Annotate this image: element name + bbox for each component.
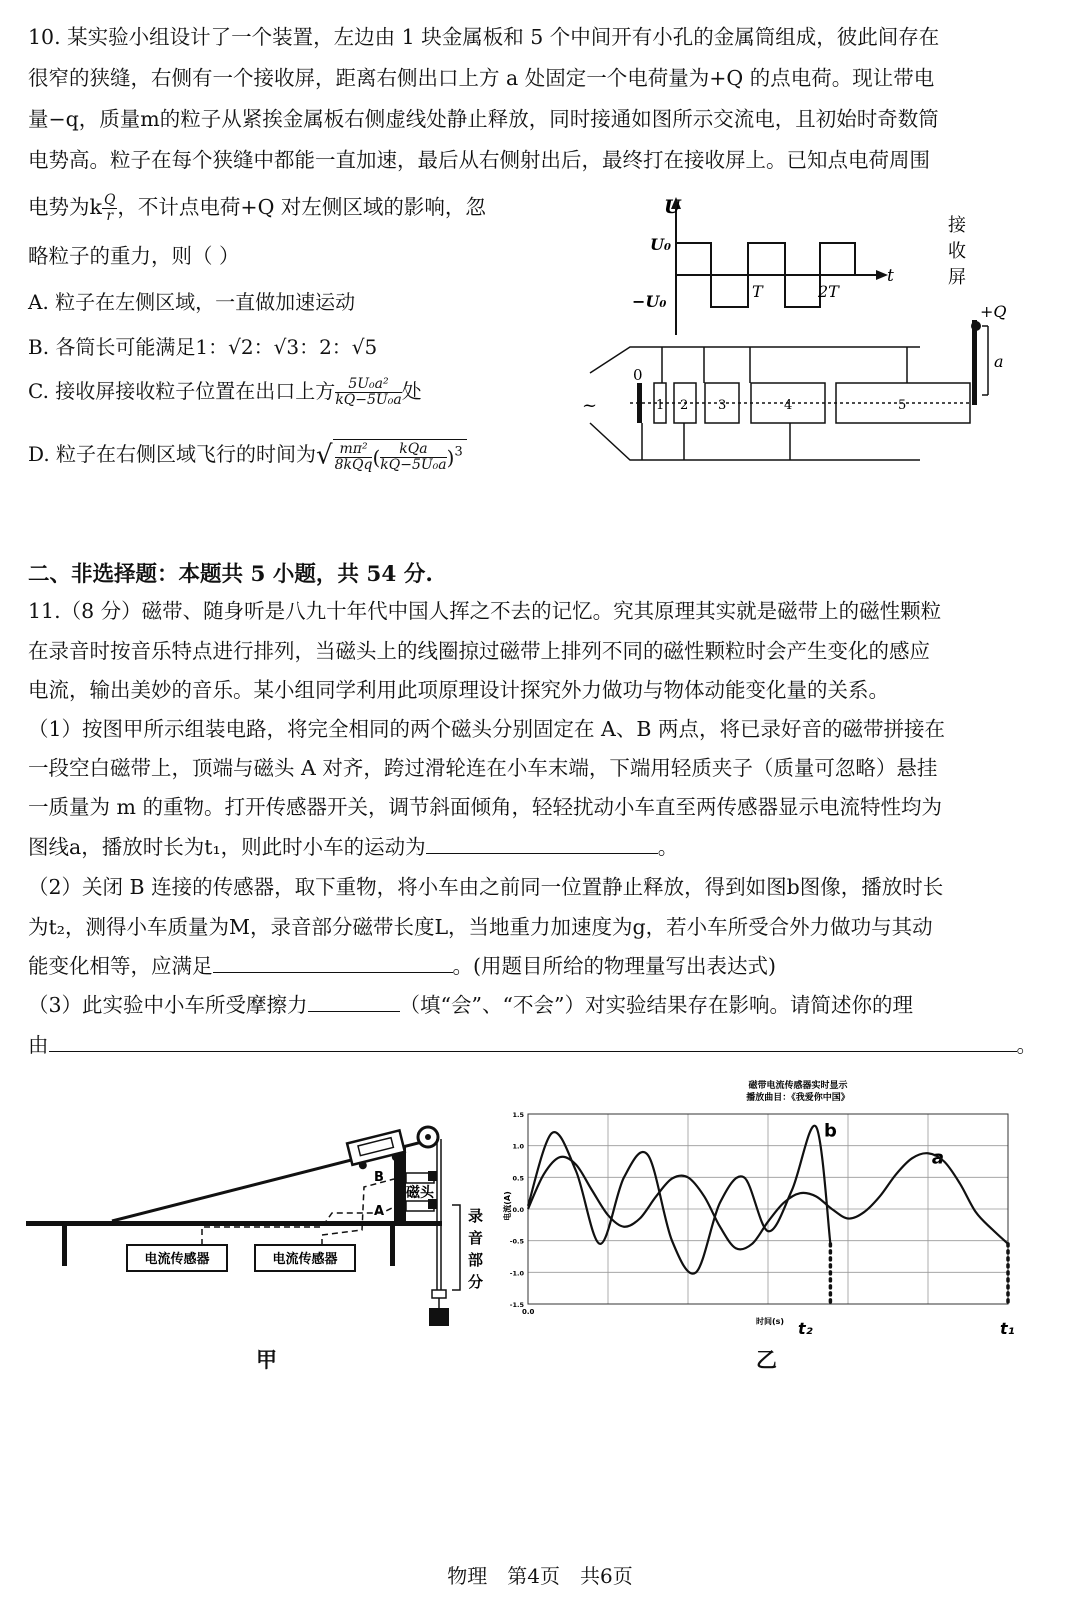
q11-line-10-suffix: 。(用题目所给的物理量写出表达式) xyxy=(452,954,776,978)
figure-jia-caption: 甲 xyxy=(256,1347,277,1372)
q11-line-7-suffix: 。 xyxy=(657,835,679,859)
record-label-1: 录 xyxy=(468,1207,484,1225)
record-label-4: 分 xyxy=(468,1273,484,1291)
chart-title: 磁带电流传感器实时显示 xyxy=(748,1081,848,1091)
record-label-2: 音 xyxy=(468,1229,484,1247)
t2-label: t₂ xyxy=(798,1319,813,1338)
tube-3-label: 3 xyxy=(718,398,727,413)
y-tick-label: -1.5 xyxy=(509,1301,524,1309)
y-tick-label: -0.5 xyxy=(509,1237,524,1246)
label-b: B xyxy=(374,1170,384,1185)
q10-line-5 xyxy=(28,193,486,224)
point-charge xyxy=(971,321,981,331)
q11-line-10-text: 能变化相等，应满足 xyxy=(28,954,213,978)
current-sensor-2-label: 电流传感器 xyxy=(272,1252,338,1267)
q11-line-11 xyxy=(28,992,913,1018)
q10-line-6: 略粒子的重力，则（ ） xyxy=(28,244,240,268)
series-a-label: a xyxy=(931,1147,944,1169)
answer-blank-1[interactable] xyxy=(426,835,658,854)
q10-line-2: 很窄的狭缝，右侧有一个接收屏，距离右侧出口上方 a 处固定一个电荷量为+Q 的点电荷。现让带电 xyxy=(28,66,935,90)
screen-label-2: 收 xyxy=(948,241,966,262)
charge-label: +Q xyxy=(980,302,1007,321)
receiving-screen xyxy=(972,320,977,405)
screen-label-1: 接 xyxy=(948,215,966,236)
q11-line-8: （2）关闭 B 连接的传感器，取下重物，将小车由之前同一位置静止释放，得到如图b图像，播放时长 xyxy=(28,875,944,899)
q11-line-12-suffix: 。 xyxy=(1016,1033,1037,1057)
y-tick-label: -1.0 xyxy=(509,1269,524,1278)
sqrt-sign: √ xyxy=(316,440,333,471)
q11-line-11-text: （3）此实验中小车所受摩擦力 xyxy=(28,993,308,1017)
q10-line-5-pre: 电势为k xyxy=(28,195,102,219)
x-tick-start: 0.0 xyxy=(522,1308,535,1316)
option-c-suffix: 处 xyxy=(401,379,422,403)
a-distance-label: a xyxy=(994,352,1004,371)
q11-line-5: 一段空白磁带上，顶端与磁头 A 对齐，跨过滑轮连在小车末端，下端用轻质夹子（质量可忽略）悬挂 xyxy=(28,756,938,780)
y-tick-label: 1.5 xyxy=(512,1111,524,1119)
option-d xyxy=(28,438,467,473)
t-label: t xyxy=(887,266,894,286)
potential-fraction: $\frac{Q}{r}$ xyxy=(103,192,116,224)
series-b-label: b xyxy=(824,1120,837,1142)
table-top xyxy=(26,1221,442,1226)
q11-line-1: 11.（8 分）磁带、随身听是八九十年代中国人挥之不去的记忆。究其原理其实就是磁带上的磁性颗粒 xyxy=(28,599,942,623)
tube-1-label: 1 xyxy=(656,398,665,413)
tube-5-label: 5 xyxy=(898,398,907,413)
option-c xyxy=(28,375,422,408)
answer-blank-3[interactable] xyxy=(308,993,400,1012)
record-label-3: 部 xyxy=(468,1251,484,1269)
plate-label: 0 xyxy=(633,366,643,384)
option-b: B. 各筒长可能满足1：√2：√3：2：√5 xyxy=(28,335,378,359)
option-c-text: C. 接收屏接收粒子位置在出口上方 xyxy=(28,379,336,403)
y-tick-label: 0.0 xyxy=(512,1206,524,1214)
u0-label: U₀ xyxy=(650,235,671,254)
y-axis-label: 电流(A) xyxy=(503,1191,512,1221)
q11-line-4: （1）按图甲所示组装电路，将完全相同的两个磁头分别固定在 A、B 两点，将已录好音的磁带拼接在 xyxy=(28,717,945,741)
q10-line-5-post: ，不计点电荷+Q 对左侧区域的影响，忽 xyxy=(117,195,486,219)
figure-yi-chart xyxy=(492,1076,1052,1338)
q11-line-3: 电流，输出美妙的音乐。某小组同学利用此项原理设计探究外力做功与物体动能变化量的关系。 xyxy=(28,678,889,702)
q11-line-11-suffix: （填“会”、“不会”）对实验结果存在影响。请简述你的理 xyxy=(399,993,913,1017)
q10-figure xyxy=(580,195,1050,475)
page-footer: 物理 第4页 共6页 xyxy=(447,1564,633,1588)
tube-4-label: 4 xyxy=(784,398,793,413)
answer-blank-4[interactable] xyxy=(49,1033,1017,1052)
y-tick-label: 1.0 xyxy=(512,1142,524,1151)
t1-label: t₁ xyxy=(1000,1319,1015,1338)
neg-u0-label: −U₀ xyxy=(632,292,667,311)
answer-blank-2[interactable] xyxy=(213,954,453,973)
q10-line-3: 量−q，质量m的粒子从紧挨金属板右侧虚线处静止释放，同时接通如图所示交流电，且初始时奇数筒 xyxy=(28,107,939,131)
weight xyxy=(429,1308,449,1326)
x-axis-label: 时间(s) xyxy=(755,1317,785,1326)
option-d-radicand: $\frac{\text{mπ²}}{\text{8kQq}}$ ( $\frac{\text{kQa}}{\text{kQ−5U₀a}}$ )$^3$ xyxy=(333,439,467,473)
q11-line-9: 为t₂，测得小车质量为M，录音部分磁带长度L，当地重力加速度为g，若小车所受合外力做功与其动 xyxy=(28,915,933,939)
label-a: A xyxy=(374,1204,385,1219)
chart-subtitle: 播放曲目：《我爱你中国》 xyxy=(746,1093,850,1103)
figure-yi-caption: 乙 xyxy=(756,1347,777,1372)
two-t-label: 2T xyxy=(818,282,839,301)
q11-line-6: 一质量为 m 的重物。打开传感器开关，调节斜面倾角，轻轻扰动小车直至两传感器显示电流特性均为 xyxy=(28,795,942,819)
y-tick-label: 0.5 xyxy=(512,1174,524,1183)
option-a: A. 粒子在左侧区域，一直做加速运动 xyxy=(28,290,356,314)
q11-line-12-text: 由 xyxy=(28,1033,49,1057)
q10-line-4: 电势高。粒子在每个狭缝中都能一直加速，最后从右侧射出后，最终打在接收屏上。已知点电荷周围 xyxy=(28,148,930,172)
t-period-label: T xyxy=(752,282,763,301)
section-heading: 二、非选择题：本题共 5 小题，共 54 分. xyxy=(28,562,433,587)
head-label: 磁头 xyxy=(406,1185,434,1201)
current-sensor-1-label: 电流传感器 xyxy=(144,1252,210,1267)
ac-source-symbol: ~ xyxy=(582,395,598,416)
option-c-fraction: $\frac{\text{5U₀a²}}{\text{kQ−5U₀a}}$ xyxy=(335,376,402,408)
q11-line-7 xyxy=(28,834,678,860)
q11-line-7-text: 图线a，播放时长为t₁，则此时小车的运动为 xyxy=(28,835,426,859)
screen-label-3: 屏 xyxy=(948,267,966,288)
option-d-text: D. 粒子在右侧区域飞行的时间为 xyxy=(28,442,317,466)
q11-line-12 xyxy=(28,1032,1037,1058)
series-b-line xyxy=(528,1126,830,1274)
figure-jia xyxy=(22,1115,502,1330)
q10-line-1: 10. 某实验小组设计了一个装置，左边由 1 块金属板和 5 个中间开有小孔的金属筒组成，彼此间存在 xyxy=(28,25,940,49)
tube-2-label: 2 xyxy=(680,398,689,413)
q11-line-10 xyxy=(28,953,776,979)
q11-line-2: 在录音时按音乐特点进行排列，当磁头上的线圈掠过磁带上排列不同的磁性颗粒时会产生变化的感应 xyxy=(28,639,930,663)
u-label: U xyxy=(664,196,681,218)
